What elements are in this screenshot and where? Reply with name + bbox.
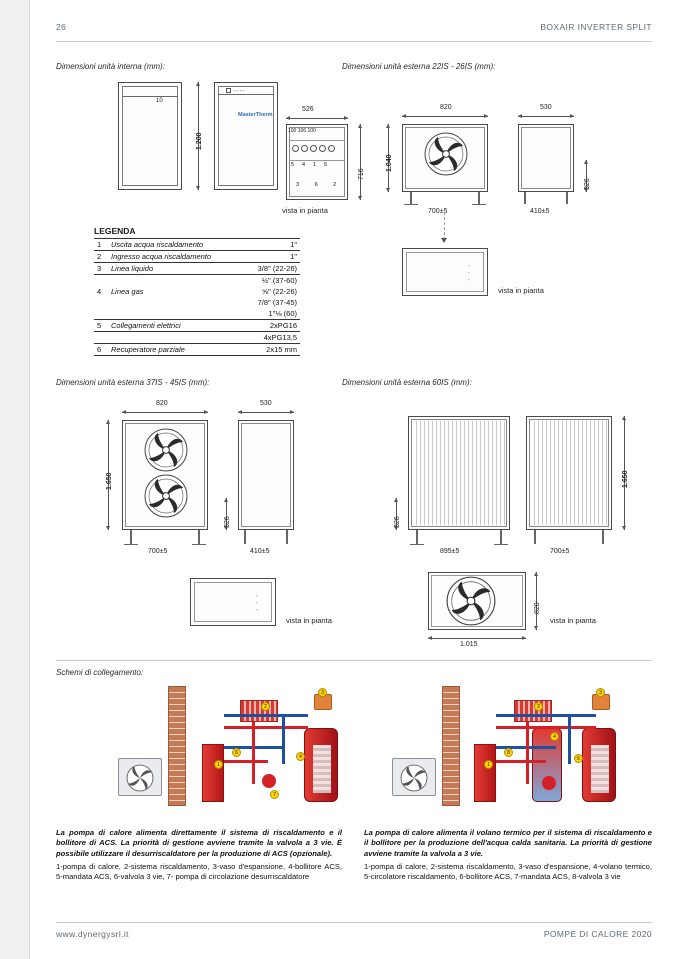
ext3745-leg: [286, 530, 288, 544]
pipe-cold-right: [496, 714, 596, 717]
legend-num: [94, 297, 108, 308]
legend-label: [108, 332, 242, 344]
ext3745-leg: [130, 530, 132, 544]
legend-num: [94, 275, 108, 287]
callout-right-8: 8: [504, 748, 513, 757]
legend-label: Ingresso acqua riscaldamento: [108, 251, 242, 263]
ext3745-foot: [124, 544, 138, 545]
ext60-dim-fan-h: 820: [534, 602, 541, 614]
legend-value: 1"⅛ (60): [242, 308, 300, 320]
ext60-foot: [410, 544, 424, 545]
ext60-dim-h1: 1.650: [622, 470, 629, 488]
brand-logo: MasterTherm: [238, 112, 273, 118]
internal-plan-view-label: vista in pianta: [282, 206, 328, 215]
pipe-cold-left: [224, 714, 308, 717]
ext3745-plan-inner: [194, 582, 272, 622]
ext2226-plan-arrow: [441, 238, 447, 243]
legend-num: 3: [94, 263, 108, 275]
ext2226-w1-arrow: [402, 116, 488, 117]
schemes-divider: [56, 660, 652, 661]
internal-dim-height: 1.200: [196, 132, 203, 150]
ext60-front-fins: [413, 421, 505, 525]
ext60-leg: [500, 530, 502, 544]
legend-num: 2: [94, 251, 108, 263]
acs-tank-left: [304, 728, 338, 802]
wall-left: [168, 686, 186, 806]
indoor-unit-left: [202, 744, 224, 802]
ext60-dim-plan-w: 1.015: [460, 641, 478, 648]
legend-row: [94, 239, 300, 251]
legend-row: [94, 275, 300, 287]
internal-front-line: [122, 96, 178, 97]
legend-num: [94, 332, 108, 344]
ext3745-plan-marks: ▫ ▫ ▫: [256, 593, 258, 613]
page-spine: [0, 0, 30, 959]
ext2226-dim-base2: 410±5: [530, 208, 550, 215]
ext2226-w2-arrow: [518, 116, 574, 117]
ext2226-fan-icon: [424, 132, 468, 176]
callout-right-6: 6: [574, 754, 583, 763]
ext2226-leg: [524, 192, 526, 204]
page-number: 26: [56, 22, 67, 32]
acs-tank-right: [582, 728, 616, 802]
internal-plan-line1: [289, 140, 345, 141]
ext2226-leg: [410, 192, 412, 204]
ext3745-dim-base1: 700±5: [148, 548, 168, 555]
ext60-dim-base2: 700±5: [550, 548, 570, 555]
legend-value: 3/8" (22-26): [242, 263, 300, 275]
ext2226-plan-marks: ▫ ▫ ▫: [468, 263, 470, 283]
legend-row: [94, 251, 300, 263]
ext2226-dim-h1: 1.040: [386, 154, 393, 172]
callout-right-3: 3: [596, 688, 605, 697]
legend-row: [94, 263, 300, 275]
ext60-foot: [494, 544, 508, 545]
legend-title: LEGENDA: [94, 226, 136, 236]
pipe-riser-left: [282, 714, 285, 764]
callout-left-2: 2: [261, 702, 270, 711]
caption-external-37-45: Dimensioni unità esterna 37IS - 45IS (mm):: [56, 378, 210, 387]
internal-dim-depth: 716: [358, 168, 365, 180]
ext3745-w1-arrow: [122, 412, 208, 413]
ext2226-dim-h2: 326: [584, 178, 591, 190]
ext2226-leg: [478, 192, 480, 204]
internal-plan-subdims: 100 106 100: [288, 128, 316, 134]
legend-num: 6: [94, 344, 108, 356]
legend-value: 2x15 mm: [242, 344, 300, 356]
internal-side-port: [226, 88, 231, 93]
ext2226-foot: [404, 204, 418, 205]
scheme-right-bold: La pompa di calore alimenta il volano termico per il sistema di riscaldamento e il bollitore per la produzione dell'acqua calda sanitaria. La priorità di gestione avviene tramite la valvola a 3 vie.: [364, 828, 652, 858]
internal-dim-width: 526: [302, 106, 314, 113]
pump-left: [262, 774, 276, 788]
ext3745-dim-h2: 326: [224, 516, 231, 528]
callout-left-1: 1: [214, 760, 223, 769]
legend-label: Collegamenti elettrici: [108, 320, 242, 332]
ext60-dim-base1: 895±5: [440, 548, 460, 555]
pipe-riser2-right: [526, 722, 529, 784]
legend-value: 1": [242, 239, 300, 251]
legend-num: 5: [94, 320, 108, 332]
internal-side-line: [218, 94, 274, 95]
ext60-fanh-arrow: [536, 572, 537, 630]
caption-external-22-26: Dimensioni unità esterna 22IS - 26IS (mm):: [342, 62, 496, 71]
wall-right: [442, 686, 460, 806]
callout-right-2: 2: [534, 702, 543, 711]
ext2226-dim-w1: 820: [440, 104, 452, 111]
legend-row: [94, 297, 300, 308]
legend-row: [94, 286, 300, 297]
internal-plan-ports: [292, 143, 342, 155]
callout-right-4: 4: [550, 732, 559, 741]
radiator-right: [514, 700, 552, 722]
scheme-left-legend: 1-pompa di calore, 2-sistema riscaldamento, 3-vaso d'espansione, 4-bollitore ACS, 5-mandata ACS, 6-valvola 3 vie, 7- pompa di circolazione desurriscaldatore: [56, 861, 342, 881]
page-footer: [56, 922, 652, 944]
callout-left-6: 6: [232, 748, 241, 757]
scheme-text-right: [364, 828, 652, 882]
ext3745-dim-h1: 1.650: [106, 472, 113, 490]
ext60-dim-h2: 326: [394, 516, 401, 528]
heat-pump-unit-right: [392, 758, 436, 796]
ext2226-leg: [566, 192, 568, 204]
page-header: [56, 20, 652, 42]
legend-table: [94, 238, 300, 356]
legend-label: Linea gas: [111, 287, 144, 296]
scheme-right-legend: 1-pompa di calore, 2-sistema riscaldamento, 3-vaso d'espansione, 4-volano termico, 5-circolatore riscaldamento, 6-bollitore ACS, 7-mandata ACS, 8-valvola 3 vie: [364, 861, 652, 881]
internal-side-inner: [218, 86, 274, 186]
ext3745-leg: [198, 530, 200, 544]
footer-right: POMPE DI CALORE 2020: [543, 929, 652, 939]
internal-plan-line2: [289, 160, 345, 161]
internal-side-marks: ▫ ▫ ▫ ▫: [234, 88, 245, 93]
legend-row: [94, 320, 300, 332]
pump-right: [542, 776, 556, 790]
ext3745-side-inner: [241, 423, 291, 527]
legend-num: 1: [94, 239, 108, 251]
legend-label: Linea liquido: [108, 263, 242, 275]
pipe-hot-left: [224, 726, 308, 729]
ext3745-dim-base2: 410±5: [250, 548, 270, 555]
caption-external-60: Dimensioni unità esterna 60IS (mm):: [342, 378, 472, 387]
scheme-text-left: [56, 828, 342, 882]
internal-plan-numbers-row2: 3 6 2: [296, 182, 344, 188]
callout-right-1: 1: [484, 760, 493, 769]
internal-depth-arrow: [360, 124, 361, 200]
caption-internal-unit: Dimensioni unità interna (mm):: [56, 62, 165, 71]
internal-plan-numbers-row1: 5 4 1 5: [291, 162, 331, 168]
ext2226-plan-view-label: vista in pianta: [498, 286, 544, 295]
ext2226-side-inner: [521, 127, 571, 189]
footer-website[interactable]: www.dynergysrl.it: [56, 929, 129, 939]
internal-dim-10: 10: [156, 98, 163, 104]
scheme-left-bold: La pompa di calore alimenta direttamente il sistema di riscaldamento e il bollitore di ACS. La priorità di gestione avviene tramite la valvola a 3 vie. È possibile utilizzare il desurriscaldatore per la produzione di ACS (opzionale).: [56, 828, 342, 858]
legend-value: ⅝" (22-26): [261, 287, 297, 296]
legend-label: Recuperatore parziale: [108, 344, 242, 356]
ext3745-dim-w2: 530: [260, 400, 272, 407]
ext3745-foot: [192, 544, 206, 545]
pipe-hot2-left: [224, 760, 268, 763]
legend-value: 1": [242, 251, 300, 263]
indoor-unit-right: [474, 744, 496, 802]
ext2226-dim-w2: 530: [540, 104, 552, 111]
ext60-plan-view-label: vista in pianta: [550, 616, 596, 625]
ext3745-leg: [244, 530, 246, 544]
ext2226-plan-inner: [406, 252, 484, 292]
legend-row: [94, 332, 300, 344]
legend-value: 2xPG16: [242, 320, 300, 332]
scheme-diagram-left: [56, 686, 346, 820]
legend-value: 4xPG13,5: [242, 332, 300, 344]
callout-left-7: 7: [270, 790, 279, 799]
callout-left-4: 4: [296, 752, 305, 761]
legend-label: [108, 275, 242, 287]
radiator-left: [240, 700, 278, 722]
scheme-diagram-right: [364, 686, 654, 820]
legend-num: [94, 308, 108, 320]
ext60-leg: [602, 530, 604, 544]
legend-num: 4: [97, 287, 102, 296]
internal-front-inner: [122, 86, 178, 186]
ext60-plan-fan-icon: [446, 576, 496, 626]
ext60-leg: [416, 530, 418, 544]
pipe-riser-right: [568, 714, 571, 764]
ext2226-foot: [472, 204, 486, 205]
ext2226-plan-link: [444, 212, 445, 240]
legend-row: [94, 308, 300, 320]
ext3745-dim-w1: 820: [156, 400, 168, 407]
legend-label: [108, 308, 242, 320]
ext3745-fan-icon-top: [144, 428, 188, 472]
pipe-hot-right: [496, 726, 596, 729]
pipe-hot2-right: [496, 760, 546, 763]
ext60-planw-arrow: [428, 638, 526, 639]
heat-pump-unit-left: [118, 758, 162, 796]
legend-label: Uscita acqua riscaldamento: [108, 239, 242, 251]
ext3745-fan-icon-bottom: [144, 474, 188, 518]
pipe-riser2-left: [252, 722, 255, 784]
legend-value: 7/8" (37-45): [257, 298, 297, 307]
ext3745-w2-arrow: [238, 412, 294, 413]
legend-row: [94, 344, 300, 356]
ext60-side-fins: [531, 421, 607, 525]
callout-left-3: 3: [318, 688, 327, 697]
caption-schemes: Schemi di collegamento:: [56, 668, 144, 677]
ext2226-dim-base1: 700±5: [428, 208, 448, 215]
header-title: BOXAIR INVERTER SPLIT: [540, 22, 652, 32]
ext60-leg: [534, 530, 536, 544]
document-page: [30, 0, 678, 959]
legend-label: [108, 297, 242, 308]
legend-value: ½" (37-60): [261, 276, 297, 285]
ext3745-plan-view-label: vista in pianta: [286, 616, 332, 625]
internal-width-arrow: [286, 118, 348, 119]
